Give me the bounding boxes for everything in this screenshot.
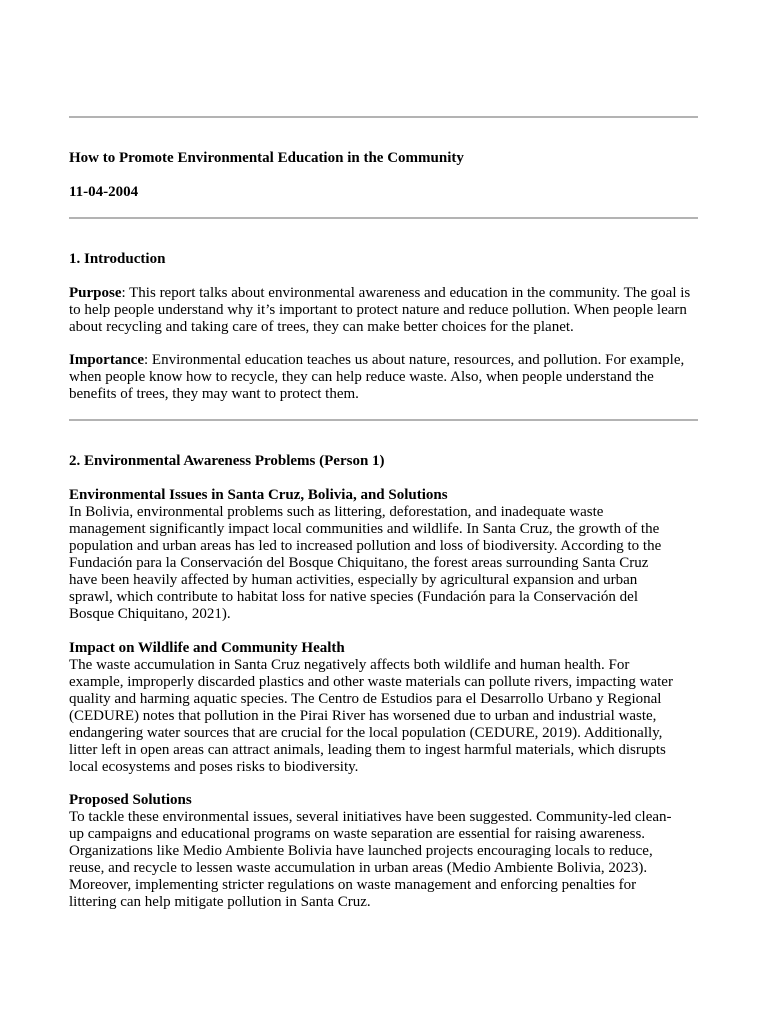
paragraph-line: up campaigns and educational programs on waste separation are essential for raising awareness. [69, 826, 646, 842]
paragraph-line: management significantly impact local communities and wildlife. In Santa Cruz, the growth of the [69, 521, 660, 537]
paragraph-line: Organizations like Medio Ambiente Bolivia have launched projects encouraging locals to reduce, [69, 843, 653, 859]
horizontal-rule [69, 116, 698, 118]
importance-text: : Environmental education teaches us about nature, resources, and pollution. For example, when people know how to recycle, they can help reduce waste. Also, when people understand the benefits of trees, they may want to protect them. [69, 352, 685, 402]
paragraph-line: (CEDURE) notes that pollution in the Pirai River has worsened due to urban and industrial waste, [69, 708, 657, 724]
horizontal-rule [69, 217, 698, 219]
purpose-text: : This report talks about environmental awareness and education in the community. The goal is to help people understand why it’s important to protect nature and reduce pollution. When people learn about recycling and taking care of trees, they can make better choices for the planet. [69, 285, 691, 335]
paragraph-line: In Bolivia, environmental problems such as littering, deforestation, and inadequate waste [69, 504, 604, 520]
paragraph-line: The waste accumulation in Santa Cruz negatively affects both wildlife and human health. For [69, 657, 630, 673]
horizontal-rule [69, 419, 698, 421]
purpose-paragraph [69, 285, 698, 336]
paragraph-line: reuse, and recycle to lessen waste accumulation in urban areas (Medio Ambiente Bolivia, 2023). [69, 860, 648, 876]
paragraph-line: local ecosystems and poses risks to biodiversity. [69, 759, 359, 775]
section-heading-introduction: 1. Introduction [69, 251, 166, 267]
importance-paragraph [69, 352, 698, 403]
subheading-proposed-solutions: Proposed Solutions [69, 792, 192, 808]
paragraph-line: Fundación para la Conservación del Bosque Chiquitano, the forest areas surrounding Santa Cruz [69, 555, 649, 571]
paragraph-line: population and urban areas has led to increased pollution and loss of biodiversity. According to the [69, 538, 662, 554]
paragraph-line: have been heavily affected by human activities, especially by agricultural expansion and urban [69, 572, 638, 588]
paragraph-line: To tackle these environmental issues, several initiatives have been suggested. Community-led clean- [69, 809, 672, 825]
purpose-label: Purpose [69, 285, 122, 301]
importance-label: Importance [69, 352, 144, 368]
paragraph-line: litter left in open areas can attract animals, leading them to ingest harmful materials, which disrupts [69, 742, 666, 758]
paragraph-line: littering can help mitigate pollution in Santa Cruz. [69, 894, 371, 910]
paragraph-line: Moreover, implementing stricter regulations on waste management and enforcing penalties for [69, 877, 637, 893]
document-date: 11-04-2004 [69, 184, 139, 200]
paragraph-line: sprawl, which contribute to habitat loss for native species (Fundación para la Conservación del [69, 589, 639, 605]
subheading-environmental-issues: Environmental Issues in Santa Cruz, Bolivia, and Solutions [69, 487, 448, 503]
section-heading-awareness-problems: 2. Environmental Awareness Problems (Person 1) [69, 453, 385, 469]
paragraph-line: Bosque Chiquitano, 2021). [69, 606, 231, 622]
paragraph-line: endangering water sources that are crucial for the local population (CEDURE, 2019). Additionally, [69, 725, 663, 741]
subheading-impact: Impact on Wildlife and Community Health [69, 640, 345, 656]
paragraph-line: quality and harming aquatic species. The Centro de Estudios para el Desarrollo Urbano y Regional [69, 691, 662, 707]
paragraph-line: example, improperly discarded plastics and other waste materials can pollute rivers, impacting water [69, 674, 673, 690]
document-title: How to Promote Environmental Education in the Community [69, 150, 464, 166]
